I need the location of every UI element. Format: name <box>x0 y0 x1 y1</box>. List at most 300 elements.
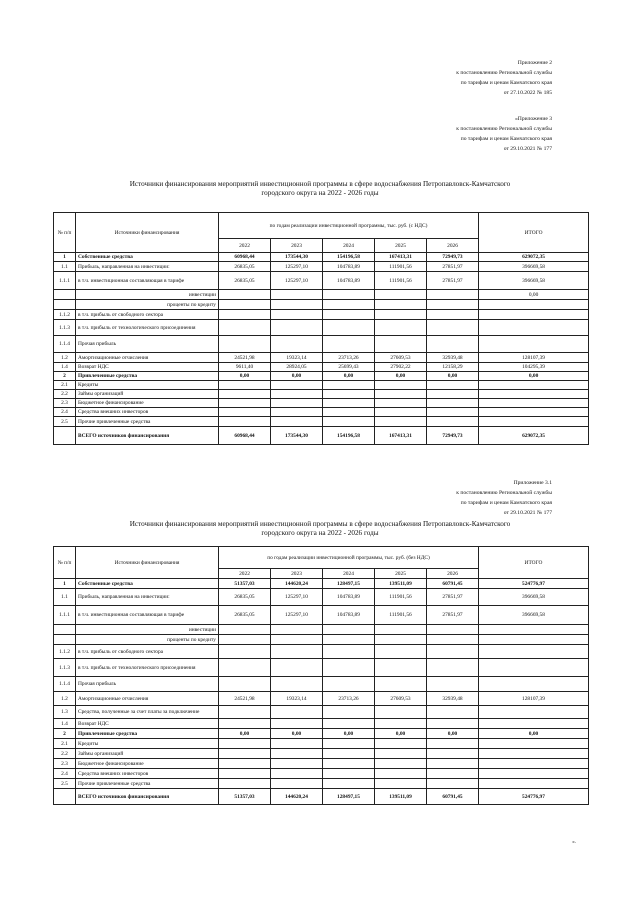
year-value-cell <box>323 645 375 659</box>
row-total-cell: 396669,58 <box>479 589 589 606</box>
table-row <box>54 363 589 372</box>
table1-body <box>54 253 589 445</box>
year-value-cell: 0,00 <box>323 729 375 739</box>
year-value-cell <box>323 706 375 719</box>
year-value-cell: 27902,22 <box>375 363 427 372</box>
row-total-cell <box>479 300 589 310</box>
note-line: по тарифам и ценам Камчатского края <box>460 80 552 86</box>
year-value-cell: 111901,56 <box>375 262 427 272</box>
table-row <box>54 739 589 749</box>
year-value-cell <box>375 759 427 769</box>
year-value-cell: 167413,31 <box>375 427 427 445</box>
year-header: 2025 <box>375 239 427 253</box>
year-header: 2023 <box>271 239 323 253</box>
year-value-cell <box>427 417 479 427</box>
row-source-cell: Возврат НДС <box>76 719 219 729</box>
row-code-cell: 1.2 <box>54 692 76 706</box>
year-value-cell: 139511,09 <box>375 579 427 589</box>
table-row <box>54 290 589 300</box>
row-code-cell: 1.1.4 <box>54 336 76 353</box>
year-header: 2024 <box>323 569 375 579</box>
year-value-cell: 154196,58 <box>323 253 375 262</box>
table-row <box>54 381 589 390</box>
year-header: 2026 <box>427 569 479 579</box>
row-source-cell: Собственные средства <box>76 253 219 262</box>
year-value-cell <box>427 677 479 692</box>
year-value-cell: 27609,53 <box>375 353 427 363</box>
row-source-cell: проценты по кредиту <box>76 300 219 310</box>
table-row <box>54 262 589 272</box>
year-value-cell <box>271 408 323 417</box>
table-row <box>54 353 589 363</box>
year-value-cell <box>219 399 271 408</box>
row-total-cell: 629072,35 <box>479 253 589 262</box>
row-code-cell: 2.2 <box>54 749 76 759</box>
year-value-cell: 0,00 <box>271 729 323 739</box>
year-value-cell <box>375 625 427 635</box>
year-value-cell: 26835,05 <box>219 606 271 625</box>
table-row <box>54 659 589 677</box>
year-value-cell <box>323 290 375 300</box>
row-source-cell: в т.ч. инвестиционная составляющая в тарифе <box>76 272 219 290</box>
year-value-cell <box>219 677 271 692</box>
row-code-cell: 2.4 <box>54 769 76 779</box>
row-total-cell: 0,00 <box>479 290 589 300</box>
row-source-cell: Амортизационные отчисления <box>76 692 219 706</box>
row-total-cell <box>479 779 589 789</box>
row-total-cell <box>479 336 589 353</box>
year-value-cell <box>427 390 479 399</box>
col-header-source: Источники финансирования <box>76 547 219 579</box>
year-value-cell <box>271 417 323 427</box>
year-value-cell <box>271 399 323 408</box>
col-header-total: ИТОГО <box>479 213 589 253</box>
row-total-cell: 524776,97 <box>479 789 589 805</box>
year-value-cell <box>271 659 323 677</box>
year-value-cell <box>271 739 323 749</box>
year-value-cell <box>427 659 479 677</box>
row-code-cell <box>54 290 76 300</box>
table-row <box>54 408 589 417</box>
year-value-cell <box>375 336 427 353</box>
year-value-cell: 27851,97 <box>427 262 479 272</box>
year-value-cell <box>323 417 375 427</box>
year-value-cell <box>323 336 375 353</box>
year-value-cell <box>427 300 479 310</box>
title-line: городского округа на 2022 - 2026 годы <box>261 529 379 537</box>
year-value-cell <box>219 300 271 310</box>
row-code-cell: 2.1 <box>54 381 76 390</box>
row-source-cell: Собственные средства <box>76 579 219 589</box>
year-value-cell <box>375 417 427 427</box>
year-value-cell <box>323 769 375 779</box>
year-value-cell: 32939,48 <box>427 353 479 363</box>
year-value-cell <box>271 749 323 759</box>
row-code-cell: 2 <box>54 372 76 381</box>
row-code-cell: 1.1.1 <box>54 272 76 290</box>
title-line: Источники финансирования мероприятий инвестиционной программы в сфере водоснабжения Петропавловск-Камчатского <box>129 520 511 528</box>
row-source-cell: Прибыль, направленная на инвестиции: <box>76 589 219 606</box>
row-source-cell: Средства, полученные за счет платы за подключение <box>76 706 219 719</box>
year-value-cell: 60968,44 <box>219 427 271 445</box>
row-source-cell: в т.ч. прибыль от технологического присоединения <box>76 659 219 677</box>
closing-quote-mark: ». <box>572 840 576 845</box>
row-total-cell <box>479 659 589 677</box>
year-value-cell: 111901,56 <box>375 589 427 606</box>
year-value-cell <box>271 290 323 300</box>
note-line: к постановлению Региональной службы <box>456 70 552 76</box>
year-value-cell <box>427 739 479 749</box>
year-value-cell <box>271 320 323 336</box>
year-value-cell <box>219 310 271 320</box>
year-value-cell <box>375 310 427 320</box>
year-value-cell: 26835,05 <box>219 262 271 272</box>
year-value-cell: 154196,58 <box>323 427 375 445</box>
row-code-cell <box>54 427 76 445</box>
row-code-cell: 2.5 <box>54 779 76 789</box>
year-value-cell <box>271 769 323 779</box>
table-row <box>54 272 589 290</box>
year-value-cell: 0,00 <box>219 372 271 381</box>
row-total-cell: 128107,39 <box>479 692 589 706</box>
year-value-cell <box>271 635 323 645</box>
year-value-cell: 19323,14 <box>271 353 323 363</box>
year-value-cell <box>323 739 375 749</box>
row-source-cell: Прибыль, направленная на инвестиции: <box>76 262 219 272</box>
row-total-cell: 524776,97 <box>479 579 589 589</box>
year-value-cell <box>271 336 323 353</box>
col-header-source: Источники финансирования <box>76 213 219 253</box>
col-header-number: № п/п <box>54 213 76 253</box>
year-value-cell <box>427 336 479 353</box>
row-code-cell: 1.1.3 <box>54 320 76 336</box>
year-value-cell <box>427 645 479 659</box>
year-value-cell <box>219 659 271 677</box>
row-code-cell: 1.4 <box>54 719 76 729</box>
table-row <box>54 427 589 445</box>
table-row <box>54 789 589 805</box>
row-source-cell: Прочие привлеченные средства <box>76 417 219 427</box>
note-line: по тарифам и ценам Камчатского края <box>460 136 552 142</box>
year-value-cell <box>375 769 427 779</box>
year-value-cell <box>323 381 375 390</box>
year-value-cell: 27851,97 <box>427 589 479 606</box>
row-total-cell <box>479 320 589 336</box>
year-value-cell <box>427 769 479 779</box>
row-source-cell: в т.ч. прибыль от свободного сектора <box>76 310 219 320</box>
row-code-cell: 2 <box>54 729 76 739</box>
year-value-cell: 0,00 <box>271 372 323 381</box>
row-total-cell: 128107,39 <box>479 353 589 363</box>
row-total-cell <box>479 408 589 417</box>
year-value-cell <box>427 706 479 719</box>
year-header: 2022 <box>219 239 271 253</box>
row-code-cell: 2.3 <box>54 399 76 408</box>
row-total-cell: 0,00 <box>479 372 589 381</box>
year-value-cell: 25699,43 <box>323 363 375 372</box>
year-value-cell: 27851,97 <box>427 606 479 625</box>
row-total-cell <box>479 645 589 659</box>
year-value-cell <box>375 290 427 300</box>
row-source-cell: Привлеченные средства <box>76 729 219 739</box>
year-value-cell: 19323,14 <box>271 692 323 706</box>
year-value-cell <box>323 659 375 677</box>
row-total-cell <box>479 759 589 769</box>
row-code-cell: 1.4 <box>54 363 76 372</box>
table-row <box>54 706 589 719</box>
year-value-cell <box>219 779 271 789</box>
table-row <box>54 645 589 659</box>
year-value-cell: 125297,10 <box>271 589 323 606</box>
row-code-cell: 1.2 <box>54 353 76 363</box>
row-code-cell <box>54 635 76 645</box>
appendix-note-top <box>456 58 552 98</box>
row-source-cell: Привлеченные средства <box>76 372 219 381</box>
appendix-note-low <box>456 478 552 518</box>
note-line: Приложение 3.1 <box>513 480 552 486</box>
row-code-cell: 1.1 <box>54 589 76 606</box>
row-source-cell: ВСЕГО источников финансирования <box>76 789 219 805</box>
year-value-cell <box>323 399 375 408</box>
note-line: к постановлению Региональной службы <box>456 490 552 496</box>
year-value-cell <box>219 390 271 399</box>
year-header: 2024 <box>323 239 375 253</box>
year-header: 2026 <box>427 239 479 253</box>
row-source-cell: Бюджетное финансирование <box>76 399 219 408</box>
year-value-cell: 125297,10 <box>271 606 323 625</box>
year-value-cell: 24521,98 <box>219 692 271 706</box>
year-value-cell: 51357,03 <box>219 579 271 589</box>
note-line: Приложение 2 <box>517 60 552 66</box>
year-value-cell: 26835,05 <box>219 589 271 606</box>
table-row <box>54 390 589 399</box>
year-value-cell: 128497,15 <box>323 579 375 589</box>
row-source-cell: в т.ч. прибыль от свободного сектора <box>76 645 219 659</box>
row-total-cell: 629072,35 <box>479 427 589 445</box>
col-header-years-group: по годам реализации инвестиционной программы, тыс. руб. (с НДС) <box>219 213 479 239</box>
year-value-cell <box>219 749 271 759</box>
year-value-cell <box>427 625 479 635</box>
year-value-cell: 125297,10 <box>271 262 323 272</box>
row-total-cell <box>479 635 589 645</box>
year-value-cell: 0,00 <box>323 372 375 381</box>
year-value-cell: 144620,24 <box>271 789 323 805</box>
note-line: по тарифам и ценам Камчатского края <box>460 500 552 506</box>
year-value-cell: 32939,48 <box>427 692 479 706</box>
row-source-cell: проценты по кредиту <box>76 635 219 645</box>
row-total-cell <box>479 739 589 749</box>
year-value-cell: 0,00 <box>427 729 479 739</box>
year-value-cell <box>323 390 375 399</box>
year-value-cell <box>271 719 323 729</box>
year-value-cell <box>219 706 271 719</box>
table-row <box>54 300 589 310</box>
year-value-cell <box>375 408 427 417</box>
row-code-cell: 1.1.1 <box>54 606 76 625</box>
row-code-cell: 2.3 <box>54 759 76 769</box>
year-value-cell <box>271 310 323 320</box>
note-line: «Приложение 3 <box>514 116 552 122</box>
year-value-cell <box>271 625 323 635</box>
table-row <box>54 417 589 427</box>
year-value-cell <box>323 300 375 310</box>
table-row <box>54 749 589 759</box>
table-row <box>54 692 589 706</box>
year-value-cell <box>375 390 427 399</box>
year-value-cell <box>375 659 427 677</box>
year-value-cell <box>271 759 323 769</box>
year-value-cell: 0,00 <box>375 729 427 739</box>
year-value-cell: 125297,10 <box>271 272 323 290</box>
row-total-cell <box>479 677 589 692</box>
row-code-cell: 1.1.4 <box>54 677 76 692</box>
row-code-cell: 2.1 <box>54 739 76 749</box>
year-value-cell: 111901,56 <box>375 272 427 290</box>
year-value-cell: 9611,40 <box>219 363 271 372</box>
row-source-cell: Бюджетное финансирование <box>76 759 219 769</box>
row-source-cell: Прочая прибыль <box>76 677 219 692</box>
table-row <box>54 310 589 320</box>
row-total-cell <box>479 769 589 779</box>
year-value-cell: 128497,15 <box>323 789 375 805</box>
year-value-cell: 23713,26 <box>323 692 375 706</box>
year-value-cell <box>219 625 271 635</box>
year-value-cell <box>427 399 479 408</box>
year-value-cell: 144620,24 <box>271 579 323 589</box>
year-value-cell <box>219 320 271 336</box>
year-value-cell: 104783,89 <box>323 262 375 272</box>
row-total-cell <box>479 399 589 408</box>
year-value-cell <box>427 759 479 769</box>
col-header-years-group: по годам реализации инвестиционной программы, тыс. руб. (без НДС) <box>219 547 479 569</box>
year-value-cell <box>323 635 375 645</box>
table-row <box>54 336 589 353</box>
row-source-cell: инвестиции <box>76 625 219 635</box>
row-code-cell: 1.1.2 <box>54 310 76 320</box>
title-line: Источники финансирования мероприятий инвестиционной программы в сфере водоснабжения Петропавловск-Камчатского <box>129 180 511 188</box>
year-value-cell: 72949,73 <box>427 427 479 445</box>
row-source-cell: Возврат НДС <box>76 363 219 372</box>
row-source-cell: Средства внешних инвесторов <box>76 769 219 779</box>
year-value-cell <box>323 719 375 729</box>
table2-title <box>60 520 580 538</box>
year-value-cell: 104783,89 <box>323 589 375 606</box>
year-value-cell <box>375 320 427 336</box>
row-source-cell: Займы организаций <box>76 749 219 759</box>
year-value-cell <box>323 408 375 417</box>
row-code-cell: 1.1.3 <box>54 659 76 677</box>
year-value-cell: 0,00 <box>375 372 427 381</box>
row-source-cell: Кредиты <box>76 739 219 749</box>
year-value-cell: 27851,97 <box>427 272 479 290</box>
row-source-cell: Прочая прибыль <box>76 336 219 353</box>
year-value-cell: 26835,05 <box>219 272 271 290</box>
row-total-cell <box>479 625 589 635</box>
year-header: 2022 <box>219 569 271 579</box>
year-value-cell <box>375 645 427 659</box>
table-row <box>54 399 589 408</box>
year-value-cell: 0,00 <box>427 372 479 381</box>
row-total-cell: 396669,58 <box>479 262 589 272</box>
table-row <box>54 253 589 262</box>
year-value-cell <box>219 290 271 300</box>
year-value-cell: 111901,56 <box>375 606 427 625</box>
year-value-cell: 167413,31 <box>375 253 427 262</box>
year-value-cell <box>427 408 479 417</box>
year-value-cell <box>219 417 271 427</box>
table-row <box>54 635 589 645</box>
row-total-cell: 396669,58 <box>479 272 589 290</box>
row-source-cell: ВСЕГО источников финансирования <box>76 427 219 445</box>
year-value-cell: 60968,44 <box>219 253 271 262</box>
table1-title <box>60 180 580 198</box>
year-value-cell <box>323 625 375 635</box>
year-value-cell: 24521,98 <box>219 353 271 363</box>
row-source-cell: Кредиты <box>76 381 219 390</box>
financing-table-with-vat <box>53 212 589 445</box>
row-source-cell: инвестиции <box>76 290 219 300</box>
year-value-cell <box>375 749 427 759</box>
year-value-cell <box>375 635 427 645</box>
year-value-cell <box>271 381 323 390</box>
table-row <box>54 759 589 769</box>
row-total-cell <box>479 310 589 320</box>
year-value-cell <box>271 300 323 310</box>
year-value-cell: 27609,53 <box>375 692 427 706</box>
year-value-cell <box>271 390 323 399</box>
row-total-cell: 396669,58 <box>479 606 589 625</box>
row-total-cell <box>479 381 589 390</box>
note-line: от 29.10.2021 № 177 <box>503 146 552 152</box>
year-value-cell <box>219 769 271 779</box>
year-value-cell <box>219 719 271 729</box>
year-value-cell <box>427 381 479 390</box>
year-value-cell: 51357,03 <box>219 789 271 805</box>
row-source-cell: Амортизационные отчисления <box>76 353 219 363</box>
row-code-cell: 1.1.2 <box>54 645 76 659</box>
year-value-cell <box>375 677 427 692</box>
year-value-cell: 60791,45 <box>427 789 479 805</box>
row-code-cell: 2.5 <box>54 417 76 427</box>
row-code-cell: 1 <box>54 253 76 262</box>
row-total-cell: 104295,39 <box>479 363 589 372</box>
year-value-cell <box>323 779 375 789</box>
row-source-cell: Займы организаций <box>76 390 219 399</box>
year-value-cell: 139511,09 <box>375 789 427 805</box>
table-row <box>54 719 589 729</box>
row-source-cell: в т.ч. инвестиционная составляющая в тарифе <box>76 606 219 625</box>
row-code-cell <box>54 300 76 310</box>
year-value-cell <box>323 749 375 759</box>
year-value-cell <box>323 320 375 336</box>
year-value-cell <box>271 779 323 789</box>
row-source-cell: Прочие привлеченные средства <box>76 779 219 789</box>
year-value-cell: 0,00 <box>219 729 271 739</box>
row-code-cell <box>54 789 76 805</box>
appendix-note-mid <box>456 114 552 154</box>
year-value-cell <box>323 310 375 320</box>
row-total-cell: 0,00 <box>479 729 589 739</box>
year-value-cell <box>219 336 271 353</box>
table-row <box>54 579 589 589</box>
row-code-cell <box>54 625 76 635</box>
year-value-cell: 28924,05 <box>271 363 323 372</box>
year-value-cell <box>219 408 271 417</box>
note-line: к постановлению Региональной службы <box>456 126 552 132</box>
year-value-cell <box>219 739 271 749</box>
year-value-cell <box>427 749 479 759</box>
year-value-cell <box>219 645 271 659</box>
